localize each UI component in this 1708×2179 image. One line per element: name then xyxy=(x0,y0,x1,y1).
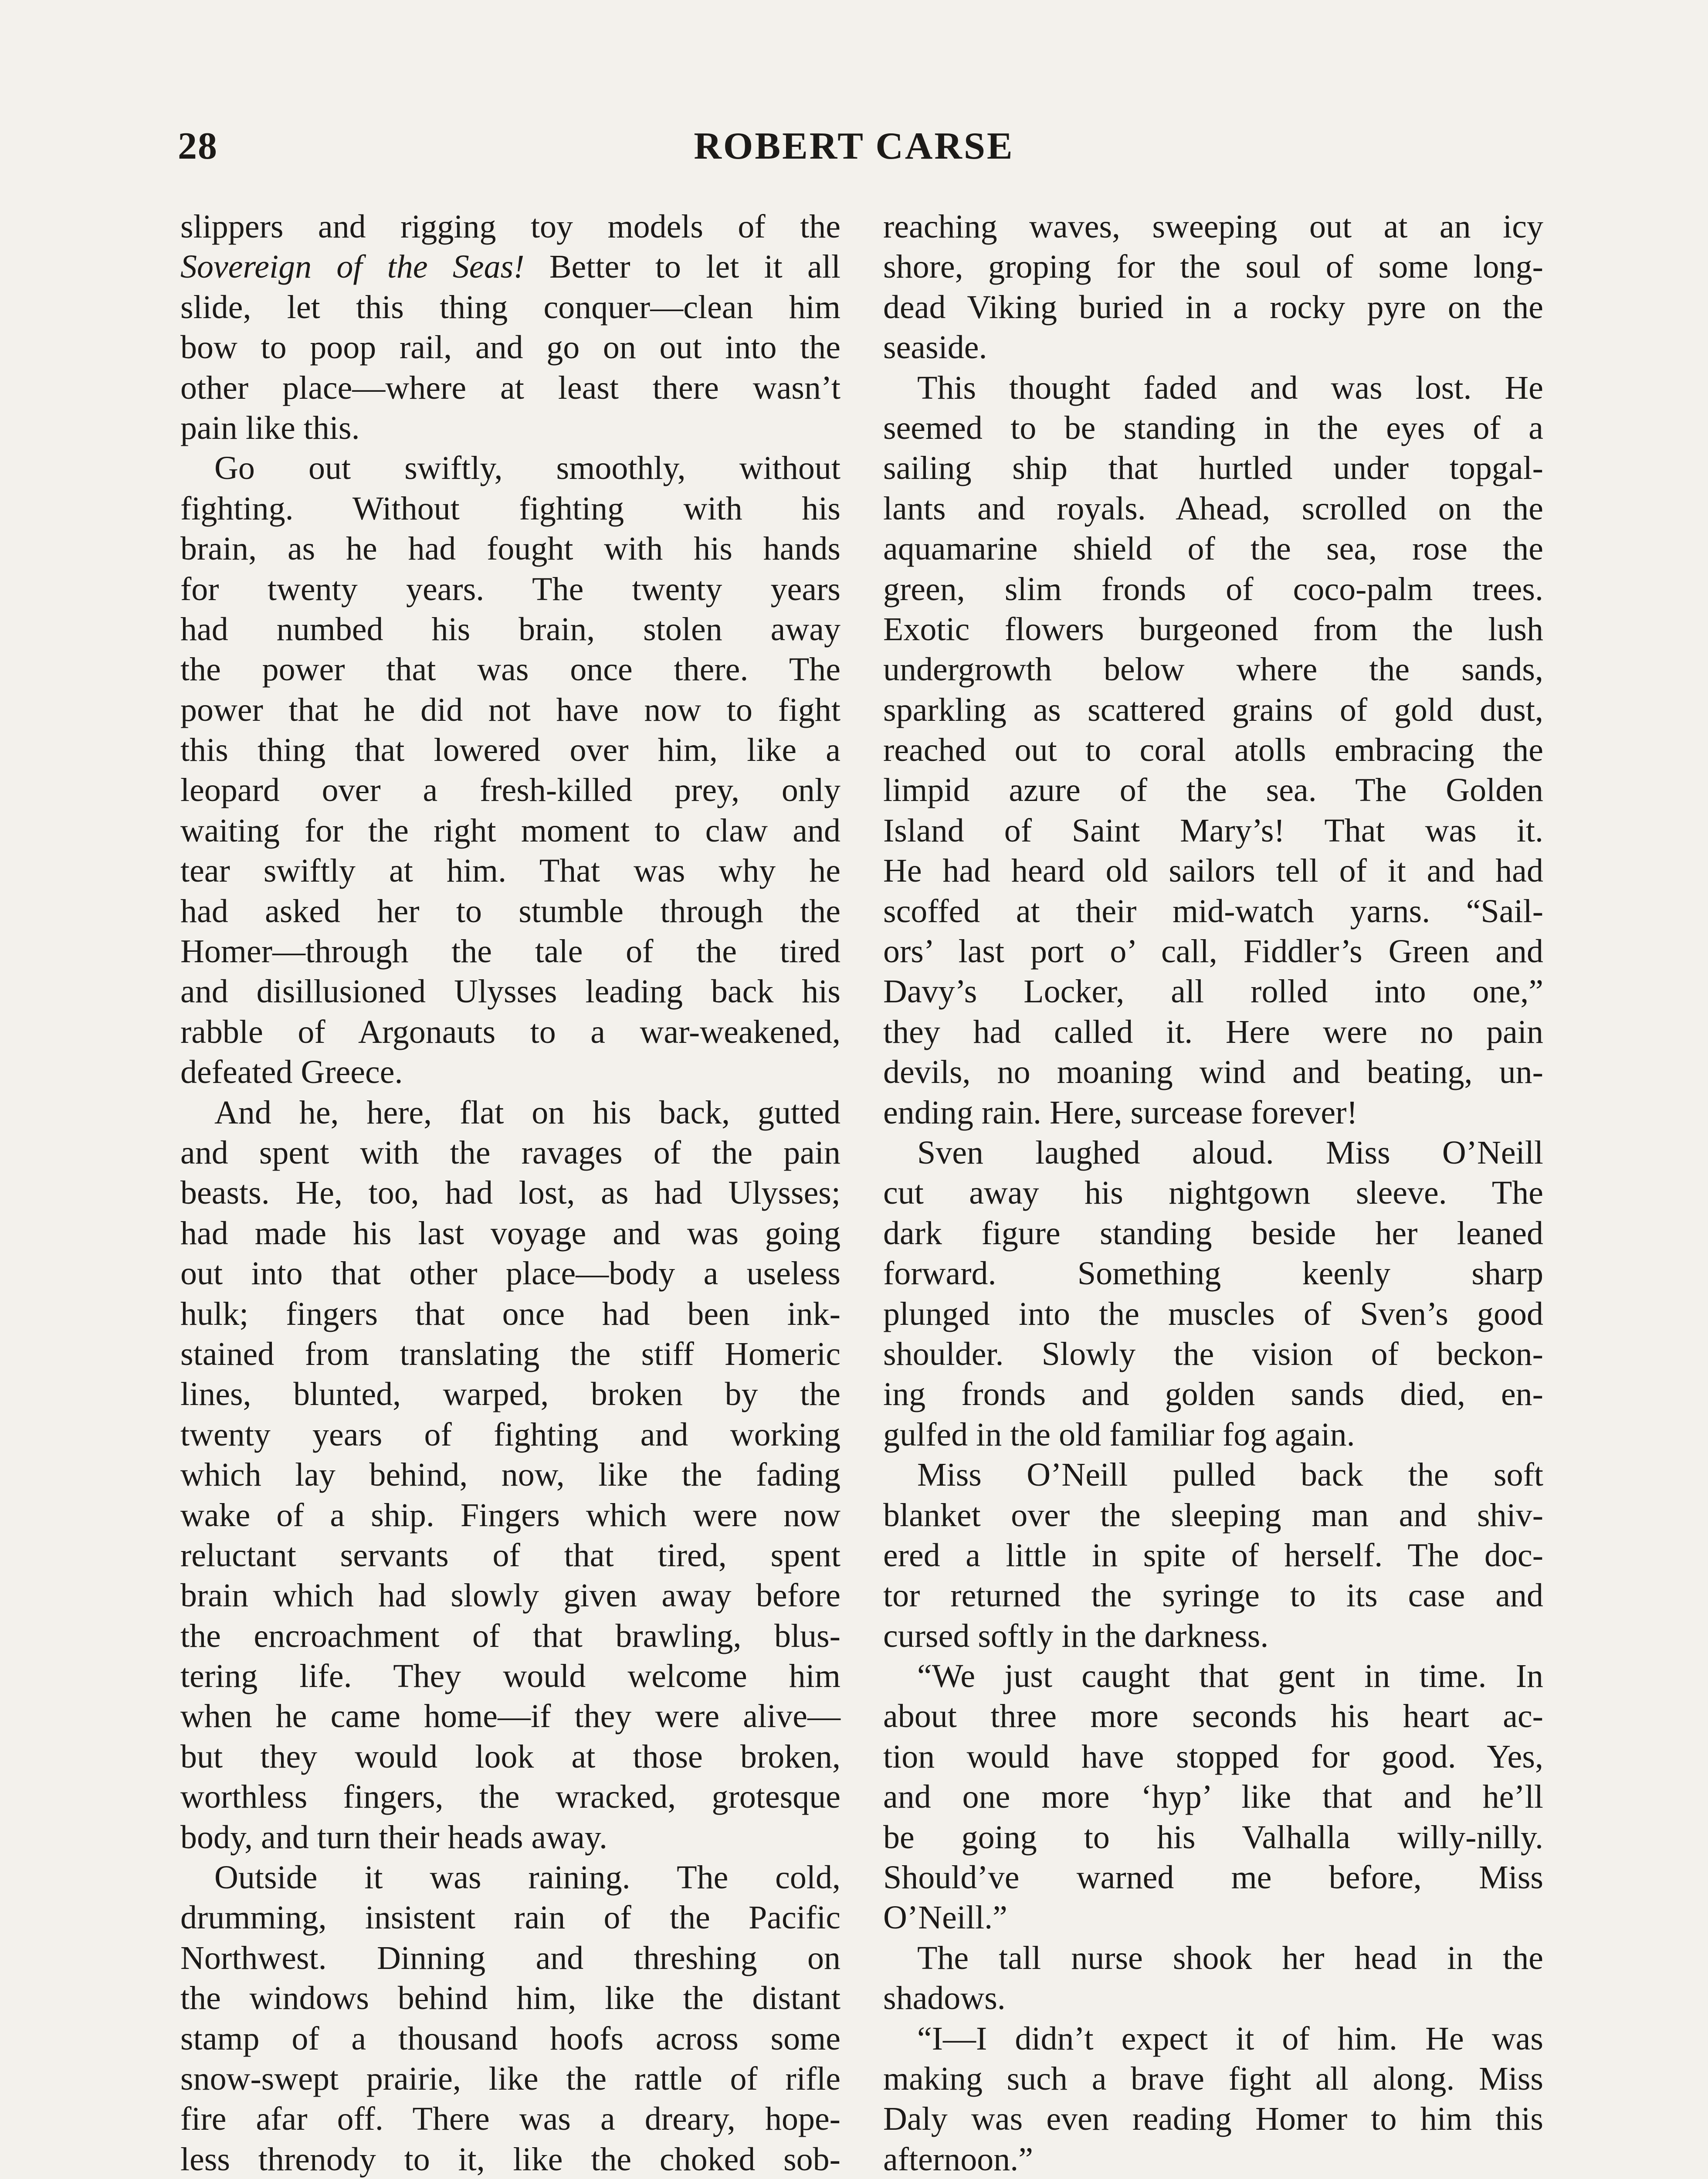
text-line: less threnody to it, like the choked sob- xyxy=(180,2141,840,2178)
text-line: this thing that lowered over him, like a xyxy=(180,732,840,769)
text-line: reluctant servants of that tired, spent xyxy=(180,1537,840,1574)
page-number: 28 xyxy=(178,125,218,167)
text-line: Sven laughed aloud. Miss O’Neill xyxy=(917,1134,1543,1171)
text-line: Exotic flowers burgeoned from the lush xyxy=(883,611,1543,648)
text-line: power that he did not have now to fight xyxy=(180,691,840,728)
text-line: “We just caught that gent in time. In xyxy=(917,1658,1543,1695)
text-line: body, and turn their heads away. xyxy=(180,1819,607,1856)
text-line: worthless fingers, the wracked, grotesque xyxy=(180,1778,840,1816)
text-line: snow-swept prairie, like the rattle of rifle xyxy=(180,2060,840,2097)
text-line: seemed to be standing in the eyes of a xyxy=(883,409,1543,446)
text-line: limpid azure of the sea. The Golden xyxy=(883,772,1543,809)
text-line: when he came home—if they were alive— xyxy=(180,1698,840,1735)
text-line: and spent with the ravages of the pain xyxy=(180,1134,840,1171)
text-line: had numbed his brain, stolen away xyxy=(180,611,840,648)
text-line: tear swiftly at him. That was why he xyxy=(180,852,840,889)
text-line: other place—where at least there wasn’t xyxy=(180,369,840,406)
text-line: the encroachment of that brawling, blus- xyxy=(180,1617,840,1654)
text-line: Island of Saint Mary’s! That was it. xyxy=(883,812,1543,849)
text-line: cursed softly in the darkness. xyxy=(883,1617,1269,1654)
text-line: making such a brave fight all along. Miss xyxy=(883,2060,1543,2097)
text-line: The tall nurse shook her head in the xyxy=(917,1939,1543,1976)
text-line: “I—I didn’t expect it of him. He was xyxy=(917,2020,1543,2057)
text-line: they had called it. Here were no pain xyxy=(883,1013,1543,1050)
left-column xyxy=(180,207,840,2179)
text-line: about three more seconds his heart ac- xyxy=(883,1698,1543,1735)
text-line: reached out to coral atolls embracing the xyxy=(883,732,1543,769)
text-line: ors’ last port o’ call, Fiddler’s Green and xyxy=(883,933,1543,970)
running-head: ROBERT CARSE xyxy=(694,125,1014,167)
text-line: out into that other place—body a useless xyxy=(180,1255,840,1292)
text-line: slippers and rigging toy models of the xyxy=(180,208,840,245)
text-line: Should’ve warned me before, Miss xyxy=(883,1859,1543,1896)
text-line: wake of a ship. Fingers which were now xyxy=(180,1497,840,1534)
text-line: ing fronds and golden sands died, en- xyxy=(883,1376,1543,1413)
text-line: fighting. Without fighting with his xyxy=(180,490,840,527)
text-line: twenty years of fighting and working xyxy=(180,1416,840,1453)
text-line: lants and royals. Ahead, scrolled on the xyxy=(883,490,1543,527)
text-line: This thought faded and was lost. He xyxy=(917,369,1543,406)
text-line: had asked her to stumble through the xyxy=(180,893,840,930)
text-line: dark figure standing beside her leaned xyxy=(883,1215,1543,1252)
text-line: shadows. xyxy=(883,1980,1006,2017)
text-line: ered a little in spite of herself. The doc- xyxy=(883,1537,1543,1574)
text-line: sailing ship that hurtled under topgal- xyxy=(883,450,1543,487)
text-line: waiting for the right moment to claw and xyxy=(180,812,840,849)
text-line: aquamarine shield of the sea, rose the xyxy=(883,530,1543,567)
text-line: brain, as he had fought with his hands xyxy=(180,530,840,567)
text-line: be going to his Valhalla willy-nilly. xyxy=(883,1819,1543,1856)
text-line: And he, here, flat on his back, gutted xyxy=(214,1094,840,1131)
text-line: the power that was once there. The xyxy=(180,651,840,688)
text-line: tering life. They would welcome him xyxy=(180,1658,840,1695)
text-line: beasts. He, too, had lost, as had Ulysses; xyxy=(180,1174,840,1212)
text-line: hulk; fingers that once had been ink- xyxy=(180,1295,840,1332)
text-line: for twenty years. The twenty years xyxy=(180,570,840,608)
text-line: dead Viking buried in a rocky pyre on the xyxy=(883,288,1543,326)
text-line: had made his last voyage and was going xyxy=(180,1215,840,1252)
text-line: plunged into the muscles of Sven’s good xyxy=(883,1295,1543,1332)
text-line: scoffed at their mid-watch yarns. “Sail- xyxy=(883,893,1543,930)
text-line: Daly was even reading Homer to him this xyxy=(883,2101,1543,2138)
text-line: stamp of a thousand hoofs across some xyxy=(180,2020,840,2057)
text-line: defeated Greece. xyxy=(180,1054,403,1091)
text-line: leopard over a fresh-killed prey, only xyxy=(180,772,840,809)
text-line: drumming, insistent rain of the Pacific xyxy=(180,1899,840,1936)
text-line: devils, no moaning wind and beating, un- xyxy=(883,1054,1543,1091)
text-line: Homer—through the tale of the tired xyxy=(180,933,840,970)
text-line: fire afar off. There was a dreary, hope- xyxy=(180,2101,840,2138)
text-line: undergrowth below where the sands, xyxy=(883,651,1543,688)
text-line: ending rain. Here, surcease forever! xyxy=(883,1094,1358,1131)
text-line: shore, groping for the soul of some long- xyxy=(883,248,1543,285)
text-line: lines, blunted, warped, broken by the xyxy=(180,1376,840,1413)
text-line: reaching waves, sweeping out at an icy xyxy=(883,208,1543,245)
text-line: Miss O’Neill pulled back the soft xyxy=(917,1456,1543,1493)
text-line: green, slim fronds of coco-palm trees. xyxy=(883,570,1543,608)
text-line: Northwest. Dinning and threshing on xyxy=(180,1939,840,1976)
text-line: tion would have stopped for good. Yes, xyxy=(883,1738,1543,1775)
text-line: cut away his nightgown sleeve. The xyxy=(883,1174,1543,1212)
text-line: stained from translating the stiff Homeric xyxy=(180,1335,840,1372)
text-line: Davy’s Locker, all rolled into one,” xyxy=(883,973,1543,1010)
text-line: and one more ‘hyp’ like that and he’ll xyxy=(883,1778,1543,1816)
text-line: rabble of Argonauts to a war-weakened, xyxy=(180,1013,840,1050)
text-line: brain which had slowly given away before xyxy=(180,1577,840,1614)
text-line: Go out swiftly, smoothly, without xyxy=(214,450,840,487)
text-line: afternoon.” xyxy=(883,2141,1033,2178)
text-line: the windows behind him, like the distant xyxy=(180,1980,840,2017)
text-line: shoulder. Slowly the vision of beckon- xyxy=(883,1335,1543,1372)
text-line: gulfed in the old familiar fog again. xyxy=(883,1416,1355,1453)
text-line: tor returned the syringe to its case and xyxy=(883,1577,1543,1614)
text-line: Outside it was raining. The cold, xyxy=(214,1859,840,1896)
text-line: but they would look at those broken, xyxy=(180,1738,840,1775)
text-line: blanket over the sleeping man and shiv- xyxy=(883,1497,1543,1534)
text-line: He had heard old sailors tell of it and had xyxy=(883,852,1543,889)
right-column xyxy=(883,207,1543,2179)
text-line: O’Neill.” xyxy=(883,1899,1007,1936)
text-line: sparkling as scattered grains of gold dust, xyxy=(883,691,1543,728)
text-line: slide, let this thing conquer—clean him xyxy=(180,288,840,326)
text-line: seaside. xyxy=(883,329,987,366)
text-line: Sovereign of the Seas! Better to let it all xyxy=(180,248,840,285)
text-line: which lay behind, now, like the fading xyxy=(180,1456,840,1493)
text-line: and disillusioned Ulysses leading back his xyxy=(180,973,840,1010)
text-line: bow to poop rail, and go on out into the xyxy=(180,329,840,366)
text-line: pain like this. xyxy=(180,409,360,446)
text-line: forward. Something keenly sharp xyxy=(883,1255,1543,1292)
